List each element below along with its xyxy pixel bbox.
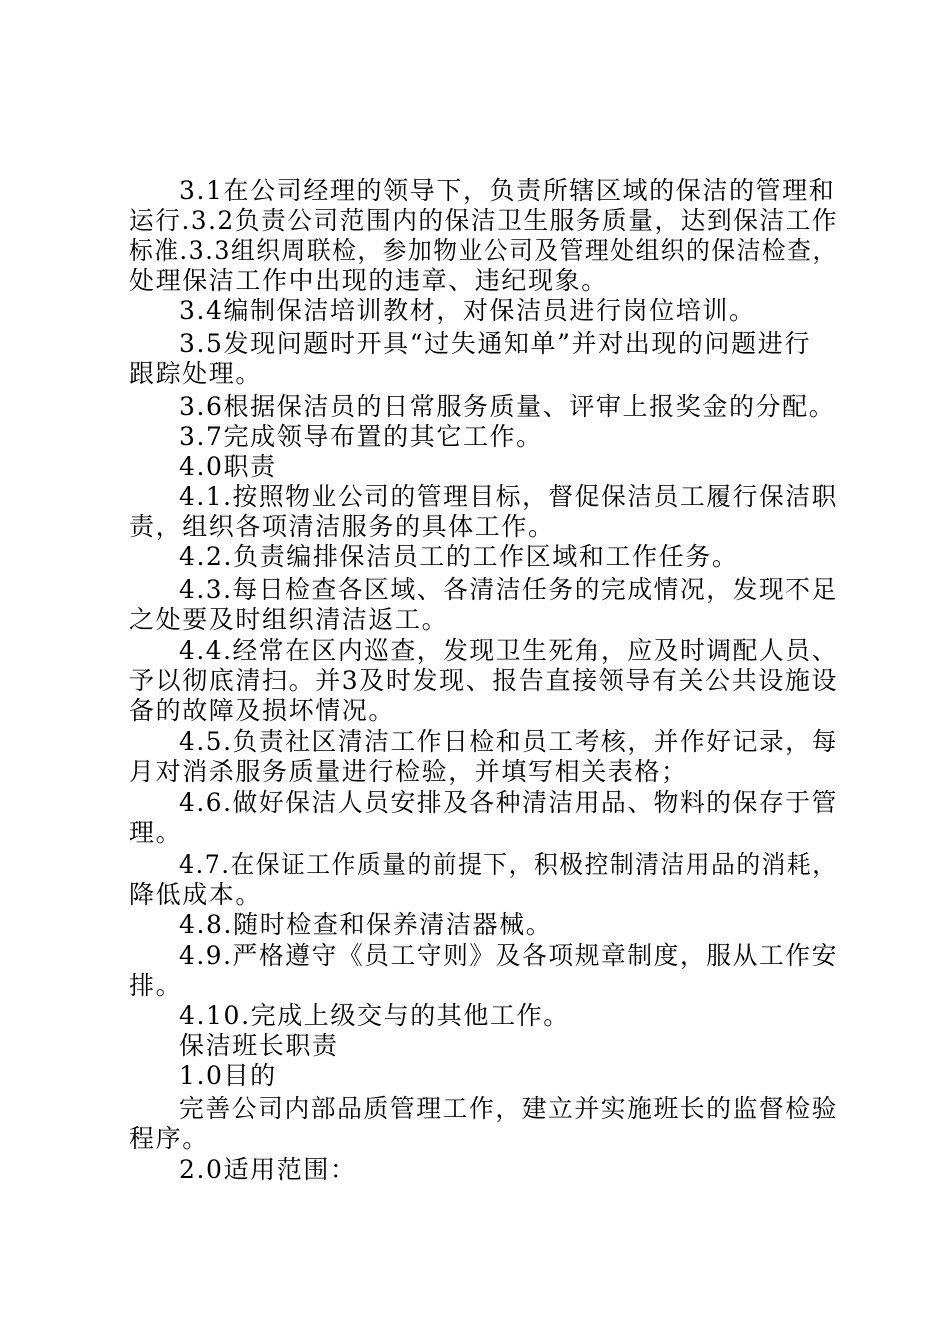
text-line: 4.4.经常在区内巡查，发现卫生死角，应及时调配人员、 (179, 636, 838, 665)
text-line: 3.1在公司经理的领导下，负责所辖区域的保洁的管理和 (179, 176, 836, 205)
text-line: 程序。 (129, 1124, 209, 1153)
text-line: 4.2.负责编排保洁员工的工作区域和工作任务。 (179, 542, 739, 571)
text-line: 4.6.做好保洁人员安排及各种清洁用品、物料的保存于管 (179, 788, 838, 817)
text-line: 降低成本。 (129, 880, 263, 909)
text-line: 排。 (129, 971, 183, 1000)
text-line: 予以彻底清扫。并3及时发现、报告直接领导有关公共设施设 (129, 666, 839, 695)
text-line: 3.5发现问题时开具“过失通知单”并对出现的问题进行 (179, 329, 811, 358)
text-line: 处理保洁工作中出现的违章、违纪现象。 (129, 266, 608, 295)
text-line: 4.7.在保证工作质量的前提下，积极控制清洁用品的消耗， (179, 850, 838, 879)
text-line: 备的故障及损坏情况。 (129, 696, 396, 725)
text-line: 运行.3.2负责公司范围内的保洁卫生服务质量，达到保洁工作 (129, 206, 839, 235)
text-line: 之处要及时组织清洁返工。 (129, 605, 449, 634)
text-line: 3.4编制保洁培训教材，对保洁员进行岗位培训。 (179, 296, 756, 325)
section-heading: 4.0职责 (179, 452, 277, 481)
text-line: 3.7完成领导布置的其它工作。 (179, 422, 543, 451)
text-line: 4.8.随时检查和保养清洁器械。 (179, 910, 553, 939)
section-heading: 保洁班长职责 (179, 1031, 339, 1060)
text-line: 月对消杀服务质量进行检验，并填写相关表格； (129, 757, 688, 786)
text-line: 4.1.按照物业公司的管理目标，督促保洁员工履行保洁职 (179, 482, 838, 511)
text-line: 4.5.负责社区清洁工作日检和员工考核，并作好记录，每 (179, 727, 838, 756)
section-heading: 2.0适用范围： (179, 1155, 357, 1184)
section-heading: 1.0目的 (179, 1061, 277, 1090)
text-line: 4.9.严格遵守《员工守则》及各项规章制度，服从工作安 (179, 941, 838, 970)
text-line: 理。 (129, 818, 183, 847)
text-line: 4.10.完成上级交与的其他工作。 (179, 1001, 570, 1030)
text-line: 完善公司内部品质管理工作，建立并实施班长的监督检验 (179, 1094, 839, 1123)
text-line: 标准.3.3组织周联检，参加物业公司及管理处组织的保洁检查， (129, 236, 838, 265)
text-line: 跟踪处理。 (129, 359, 263, 388)
text-line: 责，组织各项清洁服务的具体工作。 (129, 512, 555, 541)
text-line: 3.6根据保洁员的日常服务质量、评审上报奖金的分配。 (179, 392, 836, 421)
text-line: 4.3.每日检查各区域、各清洁任务的完成情况，发现不足 (179, 575, 838, 604)
